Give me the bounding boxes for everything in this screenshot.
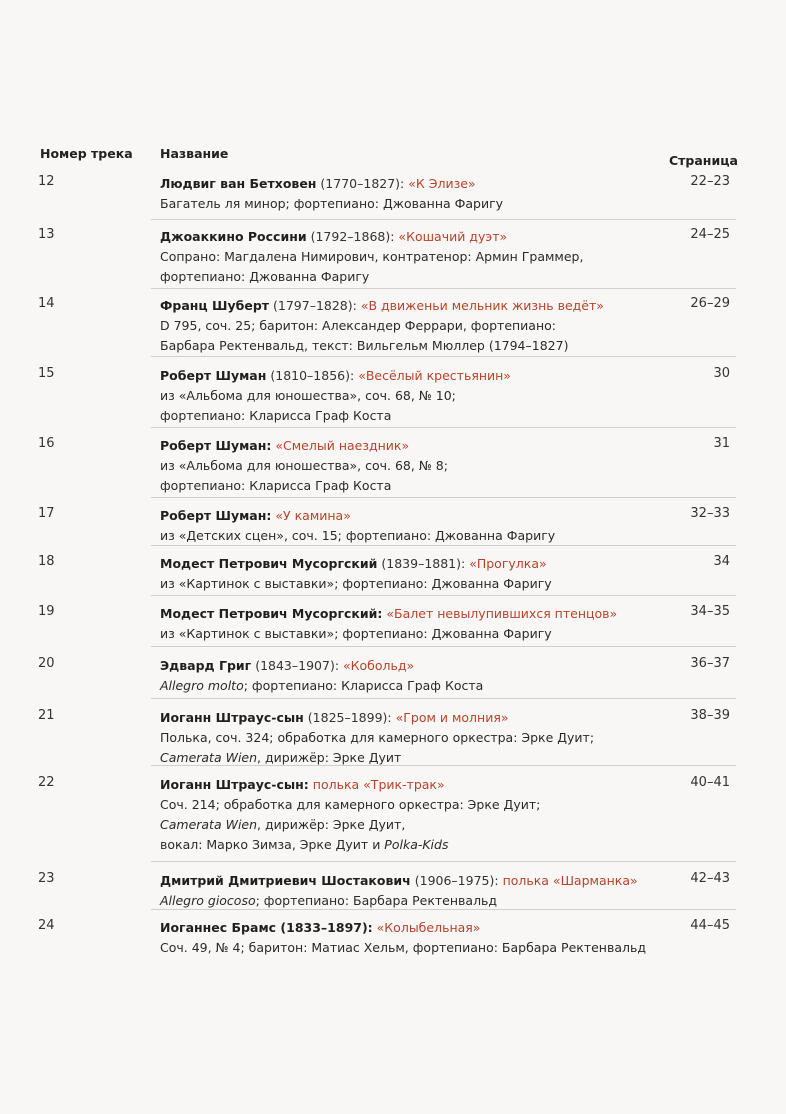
- composer-name: Модест Петрович Мусоргский:: [160, 606, 383, 621]
- track-number: 15: [38, 366, 55, 381]
- track-number: 23: [38, 871, 55, 886]
- track-description: [160, 366, 660, 426]
- track-description: [160, 174, 660, 214]
- track-details-line: Camerata Wien, дирижёр: Эрке Дуит,: [160, 817, 406, 832]
- track-details-line: Allegro giocoso; фортепиано: Барбара Ректенвальд: [160, 893, 498, 908]
- track-number: 20: [38, 656, 55, 671]
- row-divider: [151, 545, 736, 546]
- track-details-line: Сопрано: Магдалена Нимирович, контратенор: Армин Граммер,: [160, 249, 584, 264]
- track-number: 24: [38, 918, 55, 933]
- work-title: «Кобольд»: [343, 658, 415, 673]
- track-number: 22: [38, 775, 55, 790]
- track-number: 14: [38, 296, 55, 311]
- track-description: [160, 554, 660, 594]
- row-divider: [151, 909, 736, 910]
- page-range: 40–41: [690, 775, 730, 790]
- track-details-line: Соч. 214; обработка для камерного оркестра: Эрке Дуит;: [160, 797, 541, 812]
- composer-name: Роберт Шуман:: [160, 508, 272, 523]
- track-details-line: фортепиано: Джованна Фаригу: [160, 269, 370, 284]
- track-number: 18: [38, 554, 55, 569]
- track-details-line: из «Альбома для юношества», соч. 68, № 10;: [160, 388, 456, 403]
- track-details-line: фортепиано: Кларисса Граф Коста: [160, 478, 392, 493]
- page-range: 34: [713, 554, 730, 569]
- composer-name: Роберт Шуман: [160, 368, 267, 383]
- composer-name: Роберт Шуман:: [160, 438, 272, 453]
- work-title: полька «Шарманка»: [502, 873, 638, 888]
- track-description: [160, 296, 660, 356]
- page-range: 24–25: [690, 227, 730, 242]
- track-description: [160, 604, 660, 644]
- composer-years: (1906–1975):: [410, 873, 503, 888]
- composer-name: Иоганн Штраус-сын:: [160, 777, 309, 792]
- composer-name: Джоаккино Россини: [160, 229, 307, 244]
- row-divider: [151, 219, 736, 220]
- composer-years: (1797–1828):: [269, 298, 361, 313]
- row-divider: [151, 497, 736, 498]
- page-range: 42–43: [690, 871, 730, 886]
- row-divider: [151, 595, 736, 596]
- track-description: [160, 227, 660, 287]
- track-details-line: из «Альбома для юношества», соч. 68, № 8;: [160, 458, 448, 473]
- composer-name: Людвиг ван Бетховен: [160, 176, 317, 191]
- composer-name: Дмитрий Дмитриевич Шостакович: [160, 873, 411, 888]
- page-range: 38–39: [690, 708, 730, 723]
- track-description: [160, 708, 660, 768]
- work-title: «Гром и молния»: [395, 710, 509, 725]
- track-number: 16: [38, 436, 55, 451]
- track-details-line: Camerata Wien, дирижёр: Эрке Дуит: [160, 750, 402, 765]
- work-title: «Смелый наездник»: [275, 438, 410, 453]
- track-number: 19: [38, 604, 55, 619]
- work-title: «В движеньи мельник жизнь ведёт»: [360, 298, 604, 313]
- composer-years: (1792–1868):: [306, 229, 399, 244]
- row-divider: [151, 427, 736, 428]
- row-divider: [151, 861, 736, 862]
- work-title: «Колыбельная»: [376, 920, 481, 935]
- track-description: [160, 918, 660, 958]
- row-divider: [151, 646, 736, 647]
- track-description: [160, 436, 660, 496]
- track-details-line: фортепиано: Кларисса Граф Коста: [160, 408, 392, 423]
- page-range: 31: [713, 436, 730, 451]
- row-divider: [151, 698, 736, 699]
- work-title: «Кошачий дуэт»: [398, 229, 508, 244]
- composer-years: (1825–1899):: [303, 710, 396, 725]
- work-title: «У камина»: [275, 508, 351, 523]
- page-range: 44–45: [690, 918, 730, 933]
- track-details-line: из «Детских сцен», соч. 15; фортепиано: Джованна Фаригу: [160, 528, 556, 543]
- track-number: 17: [38, 506, 55, 521]
- work-title: «Весёлый крестьянин»: [358, 368, 511, 383]
- track-details-line: Багатель ля минор; фортепиано: Джованна Фаригу: [160, 196, 504, 211]
- track-details-line: D 795, соч. 25; баритон: Александер Феррари, фортепиано:: [160, 318, 557, 333]
- track-details-line: Соч. 49, № 4; баритон: Матиас Хельм, фортепиано: Барбара Ректенвальд: [160, 940, 646, 955]
- page-range: 22–23: [690, 174, 730, 189]
- composer-years: (1810–1856):: [266, 368, 359, 383]
- header-page: Страница: [669, 153, 738, 168]
- header-track-number: Номер трека: [40, 146, 133, 161]
- composer-name: Иоганнес Брамс (1833–1897):: [160, 920, 373, 935]
- page-range: 32–33: [690, 506, 730, 521]
- page-range: 34–35: [690, 604, 730, 619]
- track-details-line: Полька, соч. 324; обработка для камерного оркестра: Эрке Дуит;: [160, 730, 595, 745]
- page-range: 30: [713, 366, 730, 381]
- track-description: [160, 775, 660, 855]
- page-range: 36–37: [690, 656, 730, 671]
- header-title: Название: [160, 146, 229, 161]
- track-number: 13: [38, 227, 55, 242]
- track-description: [160, 871, 660, 911]
- composer-years: (1843–1907):: [251, 658, 344, 673]
- track-number: 21: [38, 708, 55, 723]
- row-divider: [151, 765, 736, 766]
- track-description: [160, 656, 660, 696]
- row-divider: [151, 288, 736, 289]
- composer-name: Эдвард Григ: [160, 658, 252, 673]
- work-title: «К Элизе»: [408, 176, 476, 191]
- track-details-line: из «Картинок с выставки»; фортепиано: Джованна Фаригу: [160, 576, 552, 591]
- composer-name: Франц Шуберт: [160, 298, 270, 313]
- work-title: «Прогулка»: [469, 556, 547, 571]
- track-details-line: из «Картинок с выставки»; фортепиано: Джованна Фаригу: [160, 626, 552, 641]
- composer-years: (1839–1881):: [377, 556, 470, 571]
- composer-years: (1770–1827):: [316, 176, 409, 191]
- work-title: «Балет невылупившихся птенцов»: [386, 606, 618, 621]
- track-details-line: вокал: Марко Зимза, Эрке Дуит и Polka-Kids: [160, 837, 449, 852]
- page-range: 26–29: [690, 296, 730, 311]
- track-details-line: Барбара Ректенвальд, текст: Вильгельм Мюллер (1794–1827): [160, 338, 569, 353]
- track-number: 12: [38, 174, 55, 189]
- composer-name: Модест Петрович Мусоргский: [160, 556, 378, 571]
- track-details-line: Allegro molto; фортепиано: Кларисса Граф Коста: [160, 678, 484, 693]
- composer-name: Иоганн Штраус-сын: [160, 710, 304, 725]
- work-title: полька «Трик-трак»: [312, 777, 445, 792]
- track-description: [160, 506, 660, 546]
- row-divider: [151, 356, 736, 357]
